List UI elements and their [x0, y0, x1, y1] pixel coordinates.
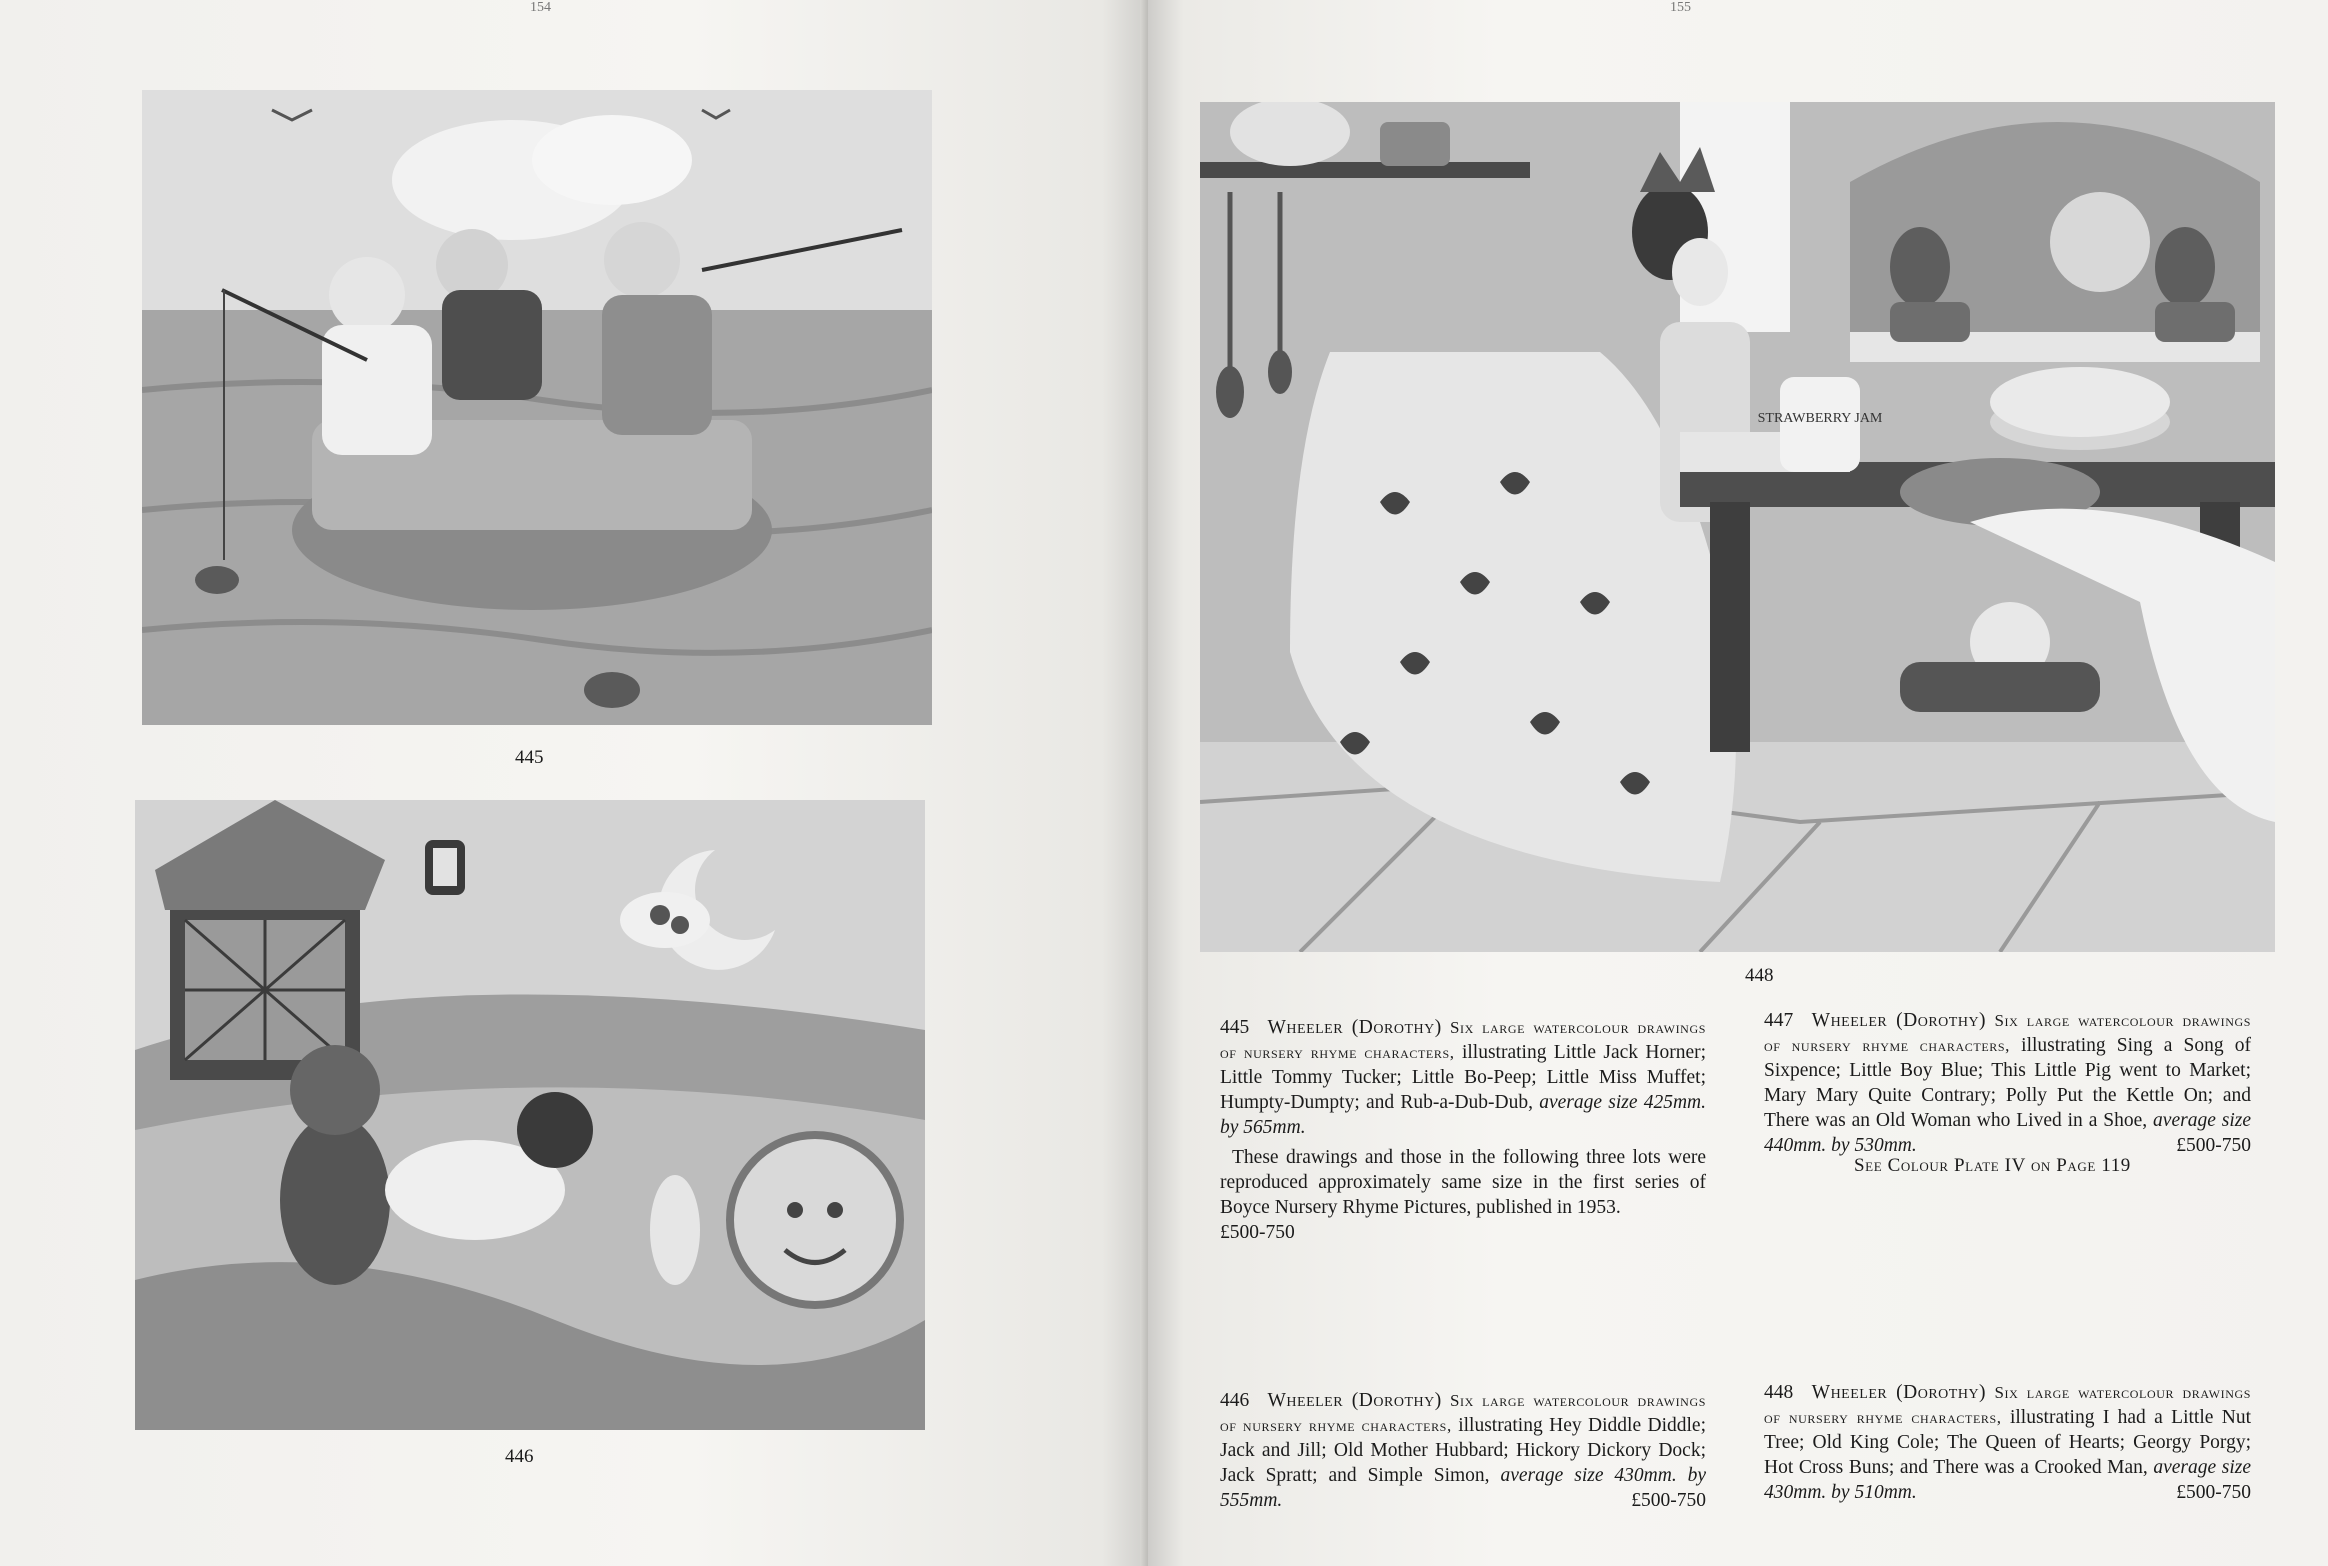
lot-446-description: illustrating Hey Diddle Diddle; Jack and Jill; Old Mother Hubbard; Hickory Dickory Dock; Jack Spratt; and Simple Simon, [1220, 1415, 1707, 1486]
lot-447-title: Six large watercolour drawings of nursery rhyme characters, [1764, 1011, 2252, 1055]
lot-448-title: Six large watercolour drawings of nursery rhyme characters, [1764, 1383, 2252, 1427]
colour-plate-cross-reference: See Colour Plate IV on Page 119 [1854, 1155, 2131, 1176]
lot-445-note-text: These drawings and those in the following three lots were reproduced approximately same size in the first series of Boyce Nursery Rhyme Pictures, published in 1953. [1220, 1147, 1706, 1218]
illustration-446 [135, 800, 925, 1430]
lot-445-author: Wheeler (Dorothy) [1267, 1017, 1442, 1038]
left-page [0, 0, 1148, 1566]
lot-448-number: 448 [1764, 1382, 1794, 1403]
lot-446-title: Six large watercolour drawings of nursery rhyme characters, [1220, 1391, 1706, 1435]
lot-445-note [1220, 1145, 1706, 1245]
illustration-445 [142, 90, 932, 725]
illustration-448 [1200, 102, 2275, 952]
lot-445-title: Six large watercolour drawings of nursery rhyme characters, [1220, 1018, 1706, 1062]
figure-number-448: 448 [1745, 965, 1774, 986]
lot-447-estimate: £500-750 [2176, 1135, 2251, 1156]
lot-448-size: average size 430mm. by 510mm. [1764, 1457, 2252, 1503]
folio-left: 154 [530, 0, 551, 15]
folio-right: 155 [1670, 0, 1691, 15]
lot-446-entry [1220, 1388, 1706, 1513]
lot-445-size: average size 425mm. by 565mm. [1220, 1092, 1707, 1138]
lot-446-estimate: £500-750 [1631, 1490, 1706, 1511]
lot-445-estimate: £500-750 [1220, 1222, 1295, 1243]
lot-446-size: average size 430mm. by 555mm. [1220, 1465, 1707, 1511]
lot-447-entry [1764, 1008, 2251, 1158]
queen-of-hearts-kitchen-image [1200, 102, 2275, 952]
sailing-tub-scene-image [142, 90, 932, 725]
lot-447-description: illustrating Sing a Song of Sixpence; Little Boy Blue; This Little Pig went to Market; Mary Mary Quite Contrary; Polly Put the Kettle On; and There was an Old Woman who Lived in a Shoe, [1764, 1035, 2252, 1131]
lot-448-estimate: £500-750 [2176, 1482, 2251, 1503]
lot-447-size: average size 440mm. by 530mm. [1764, 1110, 2252, 1156]
lot-445-description: illustrating Little Jack Horner; Little Tommy Tucker; Little Bo-Peep; Little Miss Muffet; Humpty-Dumpty; and Rub-a-Dub-Dub, [1220, 1042, 1707, 1113]
hey-diddle-diddle-scene-image [135, 800, 925, 1430]
lot-445-entry [1220, 1015, 1706, 1140]
lot-447-author: Wheeler (Dorothy) [1811, 1010, 1987, 1031]
figure-number-445: 445 [515, 747, 544, 768]
lot-448-author: Wheeler (Dorothy) [1811, 1382, 1987, 1403]
right-page [1148, 0, 2328, 1566]
lot-448-entry [1764, 1380, 2251, 1505]
lot-445-number: 445 [1220, 1017, 1250, 1038]
figure-number-446: 446 [505, 1446, 534, 1467]
lot-448-description: illustrating I had a Little Nut Tree; Old King Cole; The Queen of Hearts; Georgy Porgy; Hot Cross Buns; and There was a Crooked Man, [1764, 1407, 2252, 1478]
jam-jar-label: STRAWBERRY JAM [1757, 411, 1883, 426]
lot-447-number: 447 [1764, 1010, 1794, 1031]
lot-446-number: 446 [1220, 1390, 1250, 1411]
lot-446-author: Wheeler (Dorothy) [1267, 1390, 1442, 1411]
show-through-text [1010, 1040, 1130, 1059]
